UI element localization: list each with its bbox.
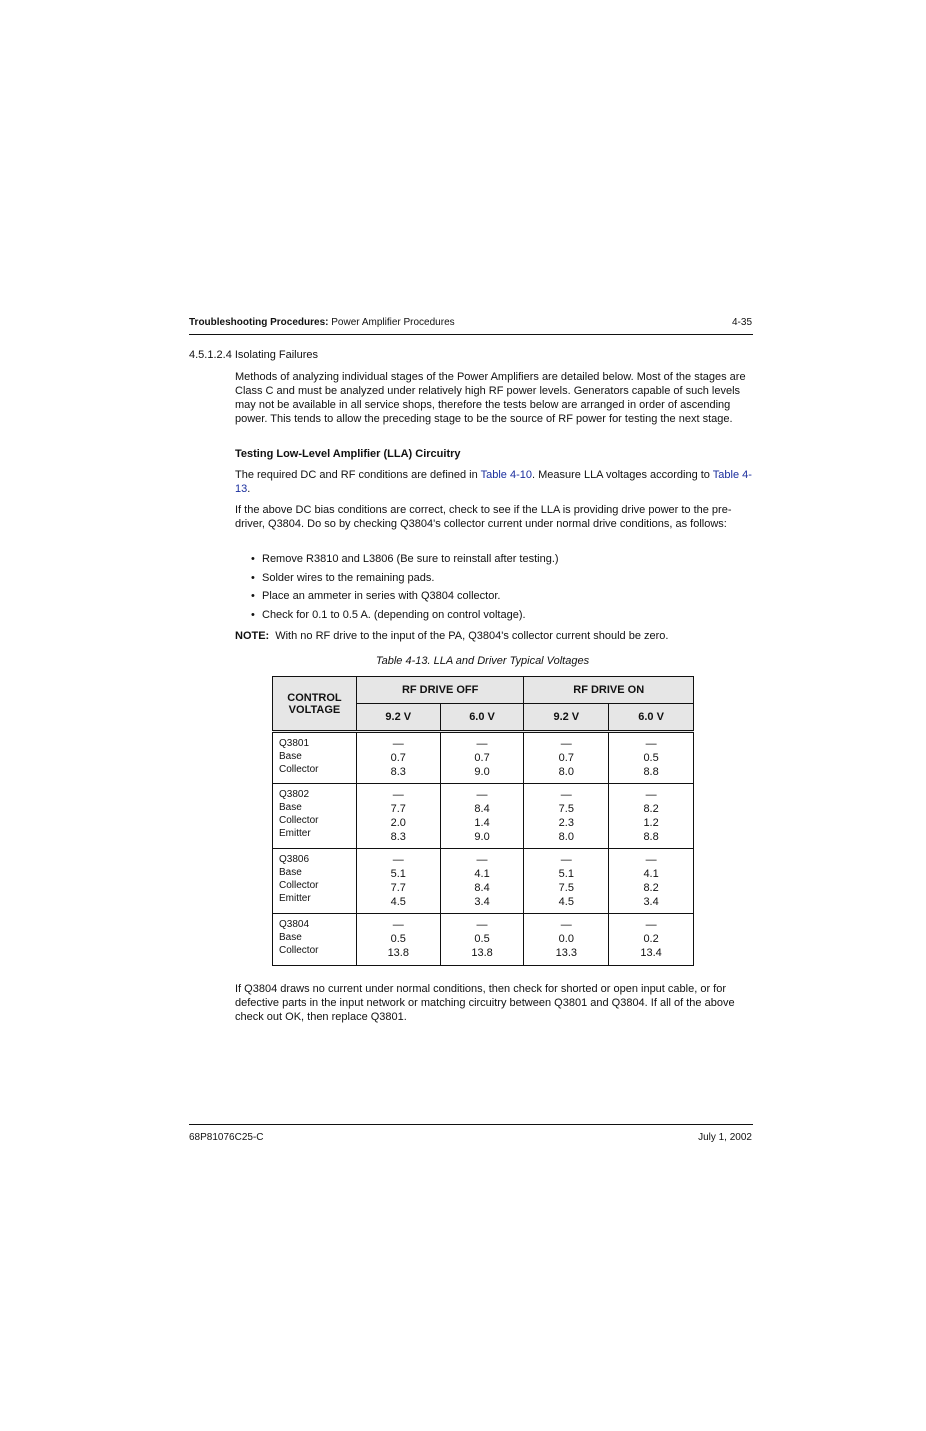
table-cell: — 7.7 2.0 8.3 (356, 784, 440, 849)
off-6v-header: 6.0 V (440, 704, 524, 732)
intro-text: Methods of analyzing individual stages of the Power Amplifiers are detailed below. Most of the stages are Class C and must be analyzed under relatively high RF power levels. Generators capable of such levels may not be available in all service shops, therefore the tests below are arranged in order of ascending power. This tends to allow the preceding stage to be the source of RF power for testing the next stage. (235, 371, 746, 425)
header-section-bold: Troubleshooting Procedures: (189, 317, 329, 328)
table-4-10-link[interactable]: Table 4-10 (480, 469, 532, 481)
table-row (273, 732, 694, 784)
on-9v-header: 9.2 V (524, 704, 609, 732)
note-text: With no RF drive to the input of the PA, Q3804's collector current should be zero. (275, 630, 669, 642)
on-6v-header: 6.0 V (609, 704, 694, 732)
control-voltage-header: CONTROL VOLTAGE (273, 677, 357, 732)
table-cell: — 5.1 7.5 4.5 (524, 849, 609, 914)
bullet-list (251, 552, 559, 626)
row-label: Q3806 Base Collector Emitter (273, 849, 357, 914)
doc-number: 68P81076C25-C (189, 1132, 264, 1143)
section-heading: 4.5.1.2.4 Isolating Failures (189, 349, 319, 361)
bias-text: If the above DC bias conditions are correct, check to see if the LLA is providing drive power to the pre-driver, Q3804. Do so by checking Q3804's collector current under normal drive conditions, as follows: (235, 504, 732, 530)
list-item: • Place an ammeter in series with Q3804 collector. (251, 590, 501, 602)
page-header (189, 317, 752, 328)
table-cell: — 4.1 8.4 3.4 (440, 849, 524, 914)
bias-paragraph (235, 503, 755, 531)
list-item: • Remove R3810 and L3806 (Be sure to reinstall after testing.) (251, 553, 559, 565)
rf-drive-off-header: RF DRIVE OFF (356, 677, 524, 704)
table-cell: — 0.5 8.8 (609, 732, 694, 784)
note-label: NOTE: (235, 630, 270, 642)
header-section (189, 317, 455, 328)
row-label: Q3804 Base Collector (273, 914, 357, 966)
list-item-text: Solder wires to the remaining pads. (262, 571, 435, 584)
table-cell: — 0.5 13.8 (356, 914, 440, 966)
table-4-13-link[interactable]: Table 4-13 (235, 469, 752, 495)
conditions-text-1: The required DC and RF conditions are defined in (235, 469, 481, 481)
row-label: Q3801 Base Collector (273, 732, 357, 784)
list-item-text: Check for 0.1 to 0.5 A. (depending on control voltage). (262, 608, 526, 621)
table-cell: — 7.5 2.3 8.0 (524, 784, 609, 849)
table-cell: — 4.1 8.2 3.4 (609, 849, 694, 914)
subheading: Testing Low-Level Amplifier (LLA) Circuitry (235, 448, 461, 460)
table-cell: — 0.7 9.0 (440, 732, 524, 784)
table-row (273, 914, 694, 966)
header-section-title: Power Amplifier Procedures (331, 317, 455, 328)
note (235, 630, 668, 642)
footer-rule (189, 1124, 753, 1125)
conditions-text-3: . (247, 483, 251, 495)
closing-paragraph (235, 982, 755, 1024)
table-cell: — 8.2 1.2 8.8 (609, 784, 694, 849)
row-label: Q3802 Base Collector Emitter (273, 784, 357, 849)
table-caption: Table 4-13. LLA and Driver Typical Voltages (375, 655, 590, 667)
page-number: 4-35 (731, 317, 752, 328)
intro-paragraph (235, 370, 755, 426)
table-row (273, 849, 694, 914)
table-cell: — 0.2 13.4 (609, 914, 694, 966)
list-item: • Check for 0.1 to 0.5 A. (depending on control voltage). (251, 608, 526, 621)
list-item-text: Remove R3810 and L3806 (Be sure to reinstall after testing.) (262, 553, 559, 565)
table-cell: — 8.4 1.4 9.0 (440, 784, 524, 849)
conditions-paragraph (235, 468, 755, 496)
table-cell: — 0.7 8.0 (524, 732, 609, 784)
table-cell: — 5.1 7.7 4.5 (356, 849, 440, 914)
closing-text: If Q3804 draws no current under normal conditions, then check for shorted or open input cable, or for defective parts in the input network or matching circuitry between Q3801 and Q3804. If all of the above check out OK, then replace Q3801. (235, 983, 735, 1023)
list-item-text: Place an ammeter in series with Q3804 collector. (262, 590, 501, 602)
table-cell: — 0.5 13.8 (440, 914, 524, 966)
off-9v-header: 9.2 V (356, 704, 440, 732)
list-item: • Solder wires to the remaining pads. (251, 571, 435, 584)
header-rule (189, 334, 753, 335)
table-cell: — 0.7 8.3 (356, 732, 440, 784)
rf-drive-on-header: RF DRIVE ON (524, 677, 694, 704)
table-cell: — 0.0 13.3 (524, 914, 609, 966)
doc-date: July 1, 2002 (698, 1132, 752, 1143)
voltage-table (272, 676, 694, 966)
page-footer (189, 1132, 752, 1143)
conditions-text-2: . Measure LLA voltages according to (531, 469, 713, 481)
table-row (273, 784, 694, 849)
